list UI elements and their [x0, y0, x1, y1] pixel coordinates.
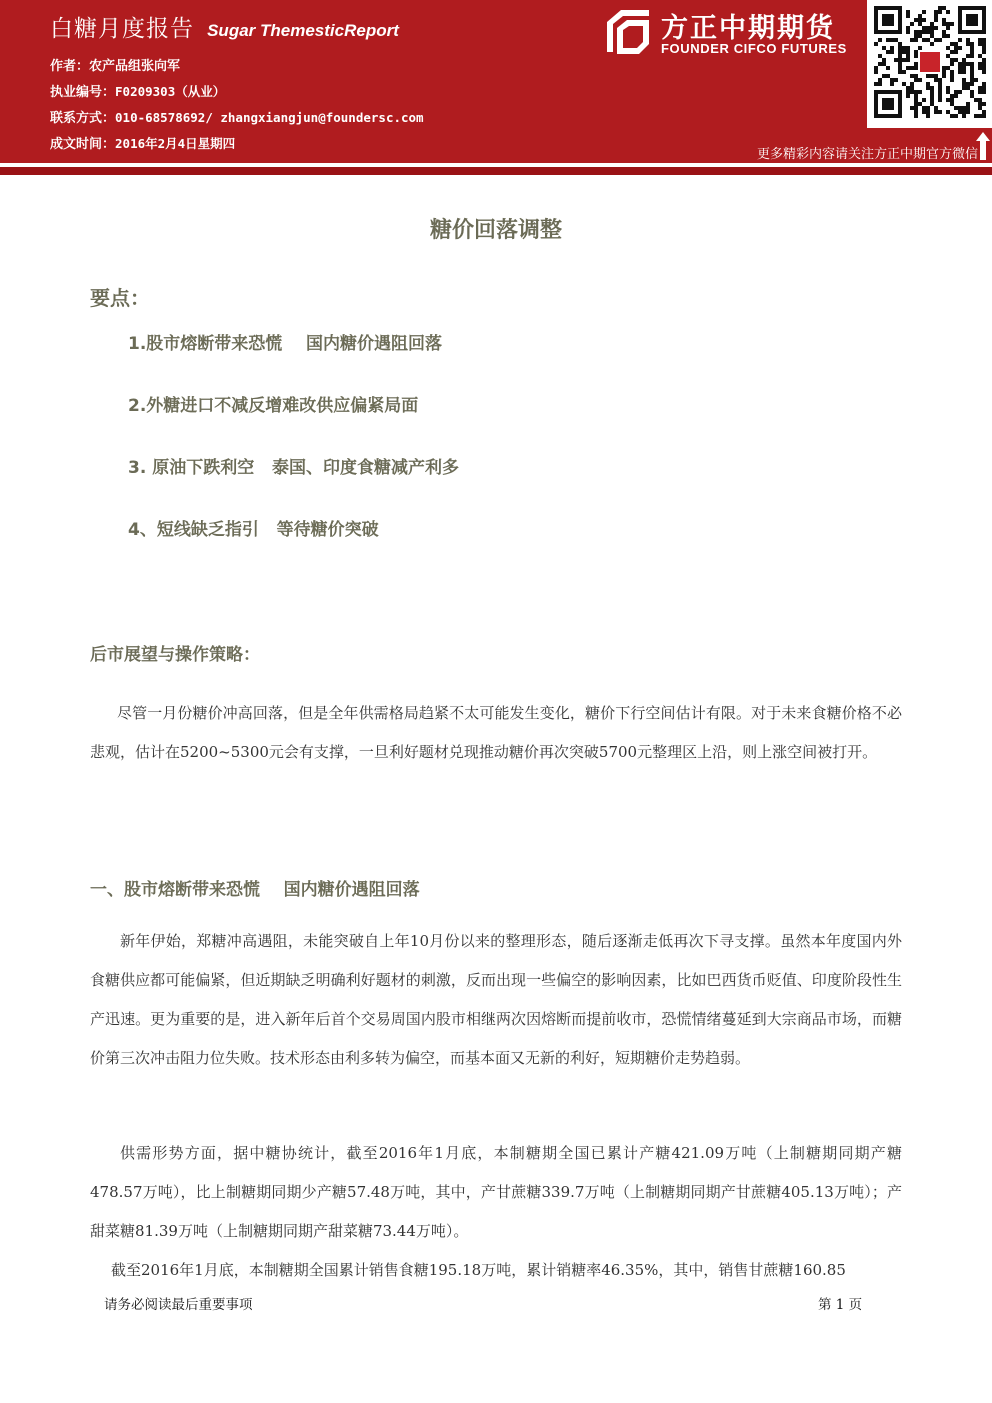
section1-paragraph-3 [90, 1251, 905, 1290]
header-divider-dark [0, 167, 992, 175]
section1-text-1: 新年伊始，郑糖冲高遇阻，未能突破自上年10月份以来的整理形态，随后逐渐走低再次下寻支撑。虽然本年度国内外食糖供应都可能偏紧，但近期缺乏明确利好题材的刺激，反而出现一些偏空的影响因素，比如巴西货币贬值、印度阶段性生产迅速。更为重要的是，进入新年后首个交易周国内股市相继两次因熔断而提前收市，恐慌情绪蔓延到大宗商品市场，而糖价第三次冲击阻力位失败。技术形态由利多转为偏空，而基本面又无新的利好，短期糖价走势趋弱。 [90, 932, 902, 1067]
license-line [50, 81, 225, 100]
company-logo [603, 6, 863, 62]
page-number: 第 1 页 [818, 1297, 863, 1313]
date-label: 成文时间： [50, 137, 116, 152]
footer-disclaimer: 请务必阅读最后重要事项 [104, 1297, 253, 1313]
contact-value[interactable]: 010-68578692/ zhangxiangjun@foundersc.com [115, 110, 424, 125]
section1-paragraph-2 [90, 1134, 902, 1251]
keypoint-2: 2.外糖进口不减反增难改供应偏紧局面 [128, 396, 419, 416]
author-label: 作者： [50, 59, 90, 74]
author-value: 农产品组张向军 [89, 59, 181, 74]
up-arrow-icon [976, 132, 990, 160]
section1-paragraph-1 [90, 922, 902, 1078]
document-title: 糖价回落调整 [429, 218, 562, 243]
report-title [50, 10, 399, 43]
keypoints-title: 要点： [90, 286, 150, 310]
section1-heading: 一、股市熔断带来恐慌 国内糖价遇阻回落 [90, 880, 420, 900]
report-header-band [0, 0, 992, 163]
license-value: F0209303（从业） [115, 84, 226, 99]
outlook-heading: 后市展望与操作策略： [90, 645, 260, 665]
report-title-en: Sugar ThemesticReport [207, 21, 399, 40]
logo-text-cn: 方正中期期货 [661, 13, 835, 44]
contact-label: 联系方式： [50, 111, 116, 126]
license-label: 执业编号： [50, 85, 116, 100]
report-title-cn: 白糖月度报告 [50, 16, 194, 42]
qr-code-icon [874, 6, 986, 118]
wechat-qr-code[interactable] [867, 0, 992, 128]
contact-line [50, 107, 424, 126]
author-line [50, 55, 180, 74]
date-line [50, 133, 235, 152]
keypoint-4: 4、短线缺乏指引 等待糖价突破 [128, 520, 379, 540]
keypoint-3: 3. 原油下跌利空 泰国、印度食糖减产利多 [128, 458, 459, 478]
follow-wechat-text: 更多精彩内容请关注方正中期官方微信 [756, 147, 978, 162]
logo-mark-icon [603, 8, 653, 58]
outlook-text: 尽管一月份糖价冲高回落，但是全年供需格局趋紧不太可能发生变化，糖价下行空间估计有限。对于未来食糖价格不必悲观，估计在5200~5300元会有支撑，一旦利好题材兑现推动糖价再次突破5700元整理区上沿，则上涨空间被打开。 [90, 704, 902, 761]
logo-text-en: FOUNDER CIFCO FUTURES [661, 41, 847, 56]
date-value: 2016年2月4日星期四 [115, 136, 236, 151]
outlook-paragraph [90, 694, 902, 772]
keypoint-1: 1.股市熔断带来恐慌 国内糖价遇阻回落 [128, 334, 442, 354]
section1-text-2: 供需形势方面，据中糖协统计，截至2016年1月底，本制糖期全国已累计产糖421.09万吨（上制糖期同期产糖478.57万吨），比上制糖期同期少产糖57.48万吨，其中，产甘蔗糖339.7万吨（上制糖期同期产甘蔗糖405.13万吨）；产甜菜糖81.39万吨（上制糖期同期产甜菜糖73.44万吨）。 [90, 1144, 902, 1240]
section1-text-3: 截至2016年1月底，本制糖期全国累计销售食糖195.18万吨，累计销糖率46.35%，其中，销售甘蔗糖160.85 [111, 1261, 846, 1279]
